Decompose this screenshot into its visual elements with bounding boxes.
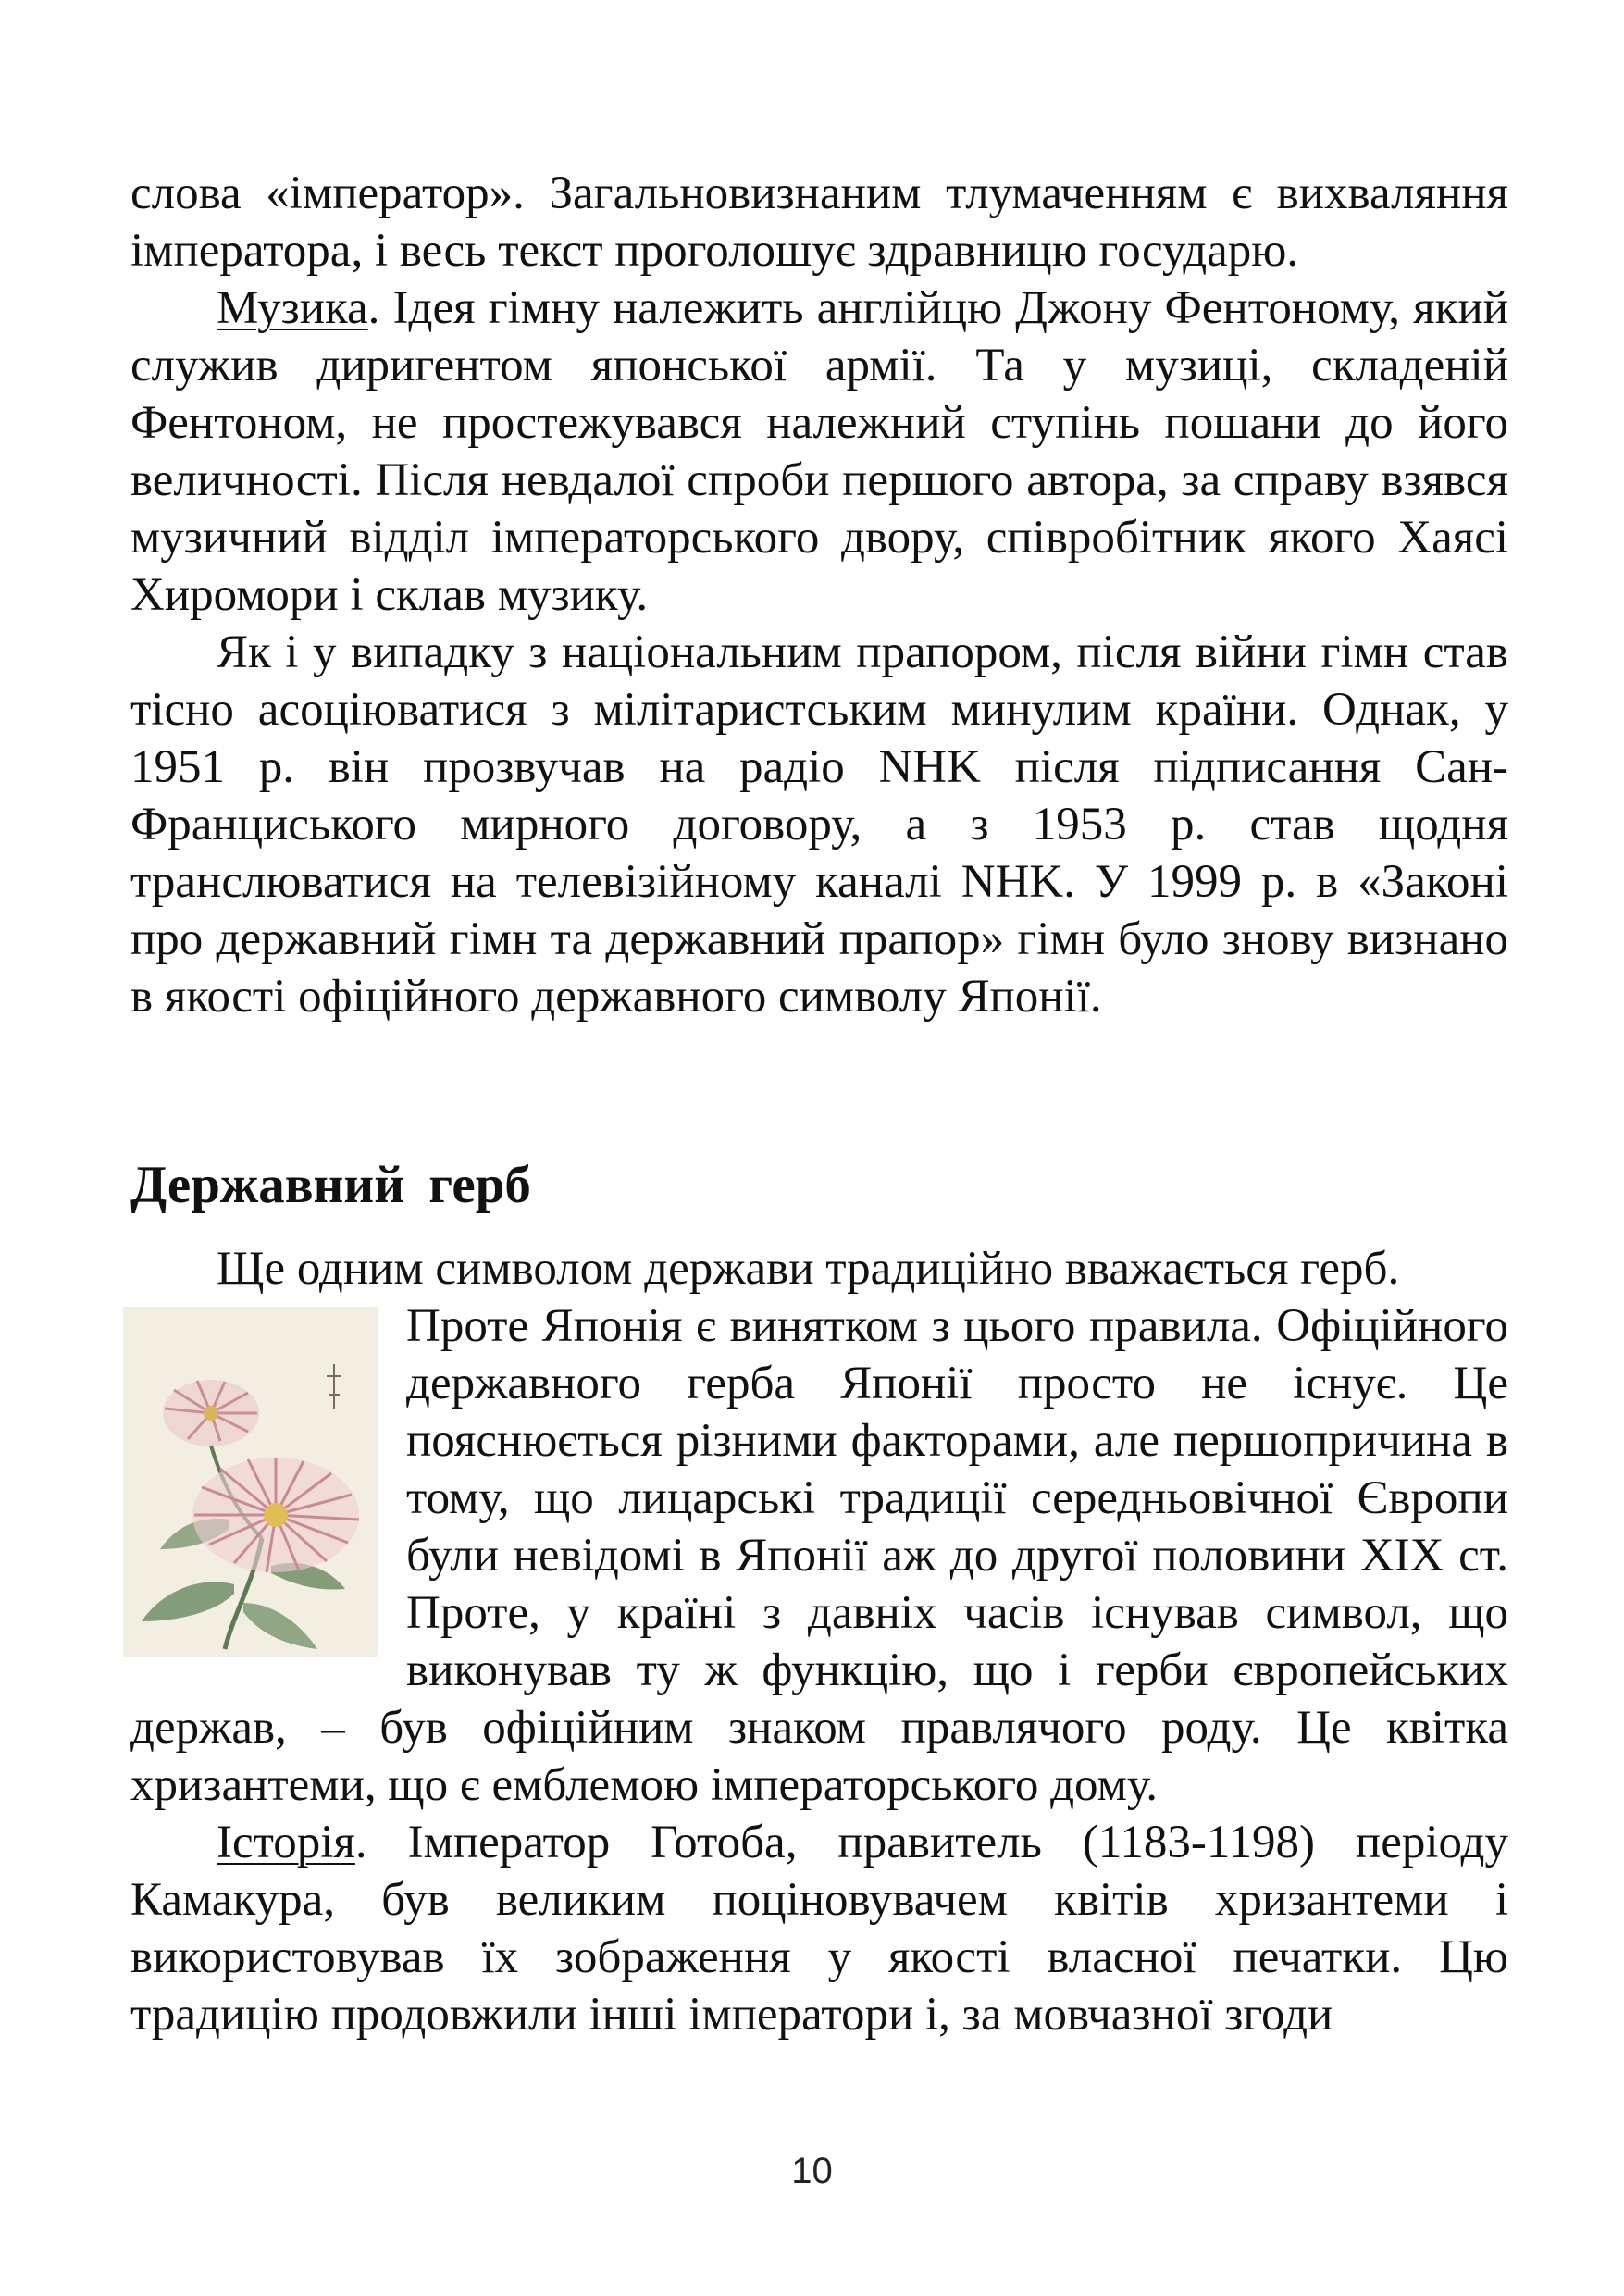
music-label: Музика xyxy=(217,282,368,334)
history-label: Історія xyxy=(217,1817,355,1868)
upper-text-block xyxy=(130,165,1508,1025)
coat-body-paragraph: Проте Японія є винятком з цього правила. Офіційного державного герба Японії просто не існує. Це пояснюється різними факторами, але першопричина в тому, що лицарські традиції середньовічної Європи були невідомі в Японії аж до другої половини XIX ст. Проте, у країні з давніх часів існував символ, що виконував ту ж функцію, що і герби європейських держав, – був офіційним знаком правлячого роду. Це квітка хризантеми, що є емблемою імператорського дому. xyxy=(130,1300,1508,1811)
chrysanthemum-drawing xyxy=(123,1307,378,1657)
anthem-postwar-paragraph: Як і у випадку з національним прапором, після війни гімн став тісно асоціюватися з мілітаристським минулим країни. Однак, у 1951 р. він прозвучав на радіо NHK після підписання Сан-Франциського мирного договору, а з 1953 р. став щодня транслюватися на телевізійному каналі NHK. У 1999 р. в «Законі про державний гімн та державний прапор» гімн було знову визнано в якості офіційного державного символу Японії. xyxy=(130,627,1508,1023)
coat-history-paragraph xyxy=(130,1814,1508,2043)
anthem-music-paragraph xyxy=(130,279,1508,624)
coat-first-line: Ще одним символом держави традиційно вважається герб. xyxy=(217,1243,1400,1295)
history-text: . Імператор Готоба, правитель (1183-1198) періоду Камакура, був великим поціновувачем квітів хризантеми і використовував їх зображення у якості власної печатки. Цю традицію продовжили інші імператори і, за мовчазної згоди xyxy=(130,1817,1508,2041)
music-text: . Ідея гімну належить англійцю Джону Фентоному, який служив диригентом японської армії. Та у музиці, складеній Фентоном, не простежувався належний ступінь пошани до його величності. Після невдалої спроби першого автора, за справу взявся музичний відділ імператорського двору, співробітник якого Хаясі Хиромори і склав музику. xyxy=(130,282,1508,621)
lower-text-block xyxy=(130,1240,1508,2043)
page-number: 10 xyxy=(791,2151,833,2191)
chrysanthemum-illustration xyxy=(123,1307,378,1657)
anthem-lyrics-paragraph: слова «імператор». Загальновизнаним тлумаченням є вихваляння імператора, і весь текст проголошує здравницю государю. xyxy=(130,168,1508,277)
section-heading: Державний герб xyxy=(130,1156,531,1214)
